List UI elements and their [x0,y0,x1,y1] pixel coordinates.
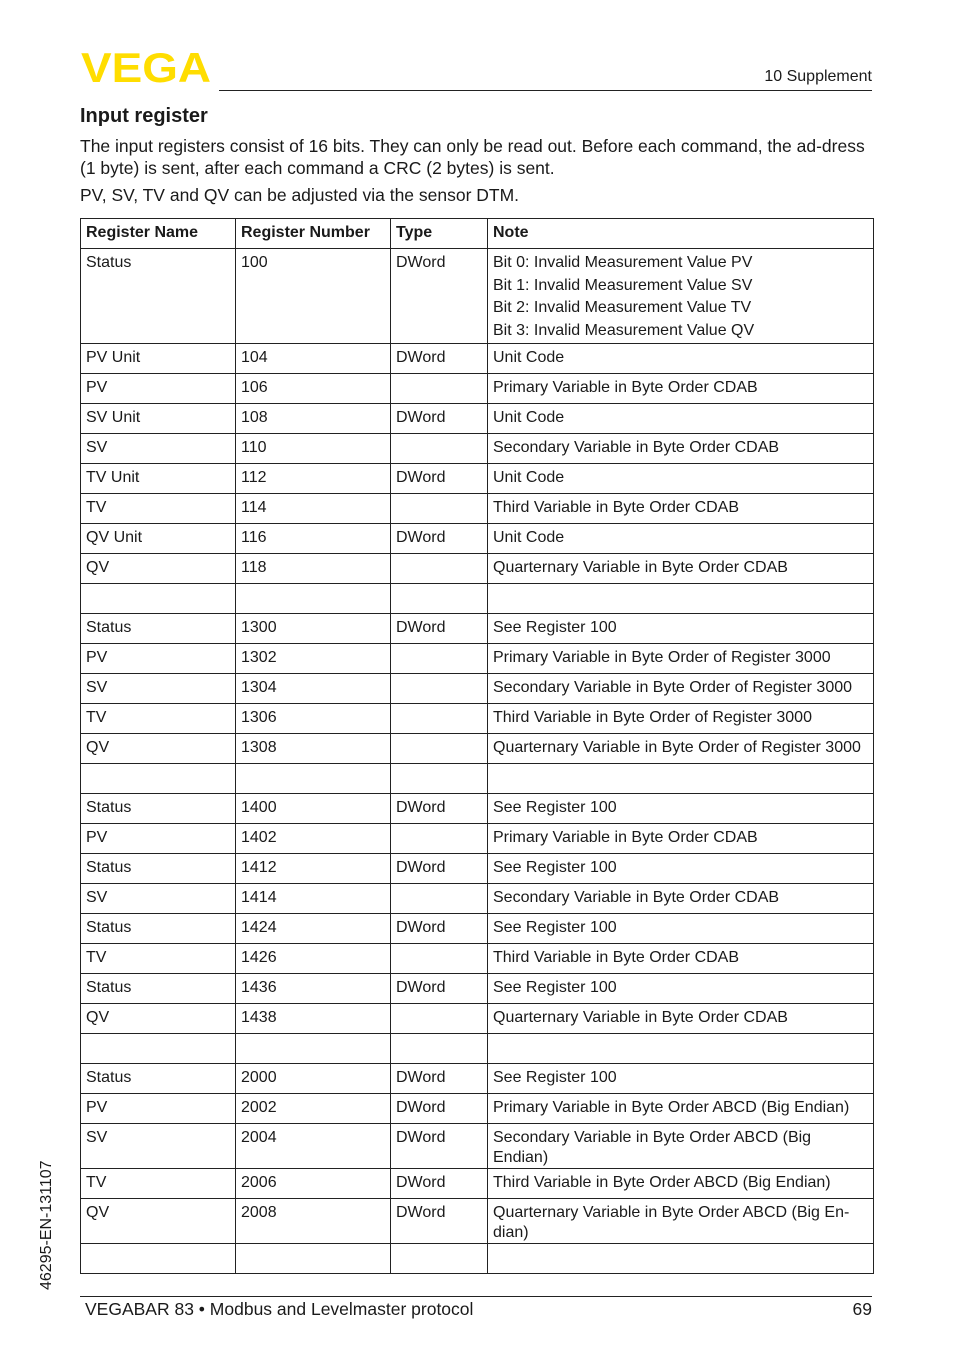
table-row [81,344,874,374]
cell-type: DWord [391,464,488,494]
cell-note: Unit Code [488,524,874,554]
document-code: 46295-EN-131107 [38,1160,55,1290]
cell-register-number: 118 [236,554,391,584]
cell-type [391,434,488,464]
page-heading: Input register [80,105,208,127]
header-rule [219,90,872,91]
table-row [81,1004,874,1034]
cell-note: Primary Variable in Byte Order ABCD (Big Endian) [488,1094,874,1124]
cell-register-number: 104 [236,344,391,374]
table-row [81,404,874,434]
cell-type [391,884,488,914]
cell-type: DWord [391,614,488,644]
cell-register-name: QV [81,1004,236,1034]
cell-register-name: TV Unit [81,464,236,494]
cell-register-name: PV [81,644,236,674]
table-row [81,1199,874,1244]
table-row [81,704,874,734]
cell-type: DWord [391,249,488,344]
table-row [81,644,874,674]
table-row [81,914,874,944]
note-line: Bit 1: Invalid Measurement Value SV [493,276,753,294]
cell-register-name: Status [81,1064,236,1094]
cell-register-name: Status [81,854,236,884]
cell-type [391,1034,488,1064]
cell-register-name: QV Unit [81,524,236,554]
cell-type [391,644,488,674]
table-row [81,824,874,854]
table-row [81,764,874,794]
cell-type [391,1004,488,1034]
cell-note: Quarternary Variable in Byte Order ABCD (Big En-dian) [488,1199,874,1244]
cell-register-name: TV [81,1169,236,1199]
cell-register-number: 1402 [236,824,391,854]
cell-type: DWord [391,1094,488,1124]
cell-register-name: Status [81,794,236,824]
cell-register-number: 2004 [236,1124,391,1169]
cell-register-number: 2002 [236,1094,391,1124]
input-register-table [80,218,874,1274]
note-line: Bit 2: Invalid Measurement Value TV [493,299,752,316]
table-row [81,1094,874,1124]
cell-type [391,764,488,794]
cell-register-name: SV [81,434,236,464]
table-row [81,584,874,614]
cell-register-name: QV [81,554,236,584]
cell-note [488,1244,874,1274]
cell-register-number: 114 [236,494,391,524]
cell-register-number: 1306 [236,704,391,734]
cell-note: Third Variable in Byte Order ABCD (Big Endian) [488,1169,874,1199]
cell-register-number: 2008 [236,1199,391,1244]
cell-register-number: 110 [236,434,391,464]
cell-register-number: 2000 [236,1064,391,1094]
table-row [81,1244,874,1274]
table-row [81,674,874,704]
cell-type [391,704,488,734]
cell-type [391,734,488,764]
cell-note: Primary Variable in Byte Order CDAB [488,824,874,854]
cell-register-number: 1424 [236,914,391,944]
cell-type [391,674,488,704]
cell-type [391,824,488,854]
table-row [81,734,874,764]
cell-note: Secondary Variable in Byte Order CDAB [488,884,874,914]
col-type: Type [391,219,488,249]
table-row [81,374,874,404]
cell-type [391,1244,488,1274]
cell-register-name: PV [81,1094,236,1124]
cell-register-name: Status [81,614,236,644]
note-line: Bit 0: Invalid Measurement Value PV [493,254,753,271]
note-line: Bit 3: Invalid Measurement Value QV [493,321,755,339]
cell-note: Quarternary Variable in Byte Order CDAB [488,1004,874,1034]
cell-register-name: Status [81,914,236,944]
table-row [81,494,874,524]
cell-type: DWord [391,854,488,884]
cell-register-number: 106 [236,374,391,404]
cell-note: Secondary Variable in Byte Order ABCD (Big Endian) [488,1124,874,1169]
cell-note: See Register 100 [488,1064,874,1094]
cell-type [391,584,488,614]
intro-note: PV, SV, TV and QV can be adjusted via the sensor DTM. [80,185,520,205]
cell-type: DWord [391,914,488,944]
cell-register-name [81,764,236,794]
cell-register-number: 1300 [236,614,391,644]
cell-register-name: PV [81,374,236,404]
cell-type [391,554,488,584]
cell-type: DWord [391,1124,488,1169]
cell-note: Unit Code [488,404,874,434]
cell-note: See Register 100 [488,614,874,644]
cell-type: DWord [391,1064,488,1094]
cell-register-name [81,1244,236,1274]
cell-register-name: PV [81,824,236,854]
footer-rule [80,1296,872,1297]
cell-type: DWord [391,794,488,824]
cell-note [488,249,874,344]
intro-paragraph: The input registers consist of 16 bits. They can only be read out. Before each command, the ad-dress (1 byte) is sent, after each command a CRC (2 bytes) is sent. [80,136,865,178]
cell-register-number [236,1244,391,1274]
cell-note [488,764,874,794]
vega-logo [81,50,211,84]
cell-note: Unit Code [488,344,874,374]
cell-note: Unit Code [488,464,874,494]
table-row [81,854,874,884]
cell-type: DWord [391,344,488,374]
cell-register-number: 1426 [236,944,391,974]
cell-register-name: TV [81,944,236,974]
cell-register-name: SV Unit [81,404,236,434]
table-row [81,524,874,554]
cell-register-number [236,764,391,794]
table-header-row [81,219,874,249]
cell-register-number: 2006 [236,1169,391,1199]
cell-register-number: 100 [236,249,391,344]
table-row [81,1124,874,1169]
table-row [81,974,874,1004]
cell-register-name [81,584,236,614]
cell-type: DWord [391,1169,488,1199]
cell-note: Primary Variable in Byte Order of Register 3000 [488,644,874,674]
cell-register-number: 1436 [236,974,391,1004]
cell-register-name: QV [81,1199,236,1244]
cell-note: Third Variable in Byte Order CDAB [488,944,874,974]
cell-note: See Register 100 [488,854,874,884]
table-row [81,554,874,584]
table-row [81,1034,874,1064]
cell-register-number: 116 [236,524,391,554]
cell-note: Primary Variable in Byte Order CDAB [488,374,874,404]
cell-type: DWord [391,1199,488,1244]
cell-register-number [236,1034,391,1064]
section-title: 10 Supplement [764,68,872,85]
cell-note: See Register 100 [488,974,874,1004]
cell-register-name [81,1034,236,1064]
cell-register-number: 1304 [236,674,391,704]
cell-register-name: PV Unit [81,344,236,374]
cell-note: Quarternary Variable in Byte Order CDAB [488,554,874,584]
table-row [81,944,874,974]
table-row [81,614,874,644]
footer-text: VEGABAR 83 • Modbus and Levelmaster protocol [85,1299,474,1319]
cell-register-name: QV [81,734,236,764]
col-note: Note [488,219,874,249]
table-row [81,434,874,464]
cell-register-number: 1302 [236,644,391,674]
cell-type [391,374,488,404]
svg-text:VEGA: VEGA [81,50,211,84]
cell-register-number: 108 [236,404,391,434]
table-row [81,794,874,824]
cell-type [391,494,488,524]
table-row [81,1169,874,1199]
cell-register-number: 1400 [236,794,391,824]
cell-type: DWord [391,404,488,434]
table-row [81,249,874,344]
cell-register-number: 1438 [236,1004,391,1034]
table-row [81,884,874,914]
col-register-number: Register Number [236,219,391,249]
cell-note: Quarternary Variable in Byte Order of Register 3000 [488,734,874,764]
cell-register-name: TV [81,704,236,734]
cell-register-name: SV [81,674,236,704]
cell-register-name: Status [81,974,236,1004]
cell-register-number: 1412 [236,854,391,884]
cell-note: See Register 100 [488,914,874,944]
page-number: 69 [852,1299,872,1319]
table-row [81,464,874,494]
cell-type: DWord [391,974,488,1004]
cell-note [488,584,874,614]
table-row [81,1064,874,1094]
col-register-name: Register Name [81,219,236,249]
cell-note: Secondary Variable in Byte Order CDAB [488,434,874,464]
cell-register-number: 112 [236,464,391,494]
cell-register-name: Status [81,249,236,344]
cell-note: Third Variable in Byte Order of Register 3000 [488,704,874,734]
cell-register-number [236,584,391,614]
cell-type [391,944,488,974]
cell-type: DWord [391,524,488,554]
cell-register-name: SV [81,884,236,914]
cell-note [488,1034,874,1064]
cell-register-name: TV [81,494,236,524]
cell-note: Secondary Variable in Byte Order of Register 3000 [488,674,874,704]
cell-register-number: 1414 [236,884,391,914]
cell-note: Third Variable in Byte Order CDAB [488,494,874,524]
cell-register-name: SV [81,1124,236,1169]
cell-register-number: 1308 [236,734,391,764]
cell-note: See Register 100 [488,794,874,824]
